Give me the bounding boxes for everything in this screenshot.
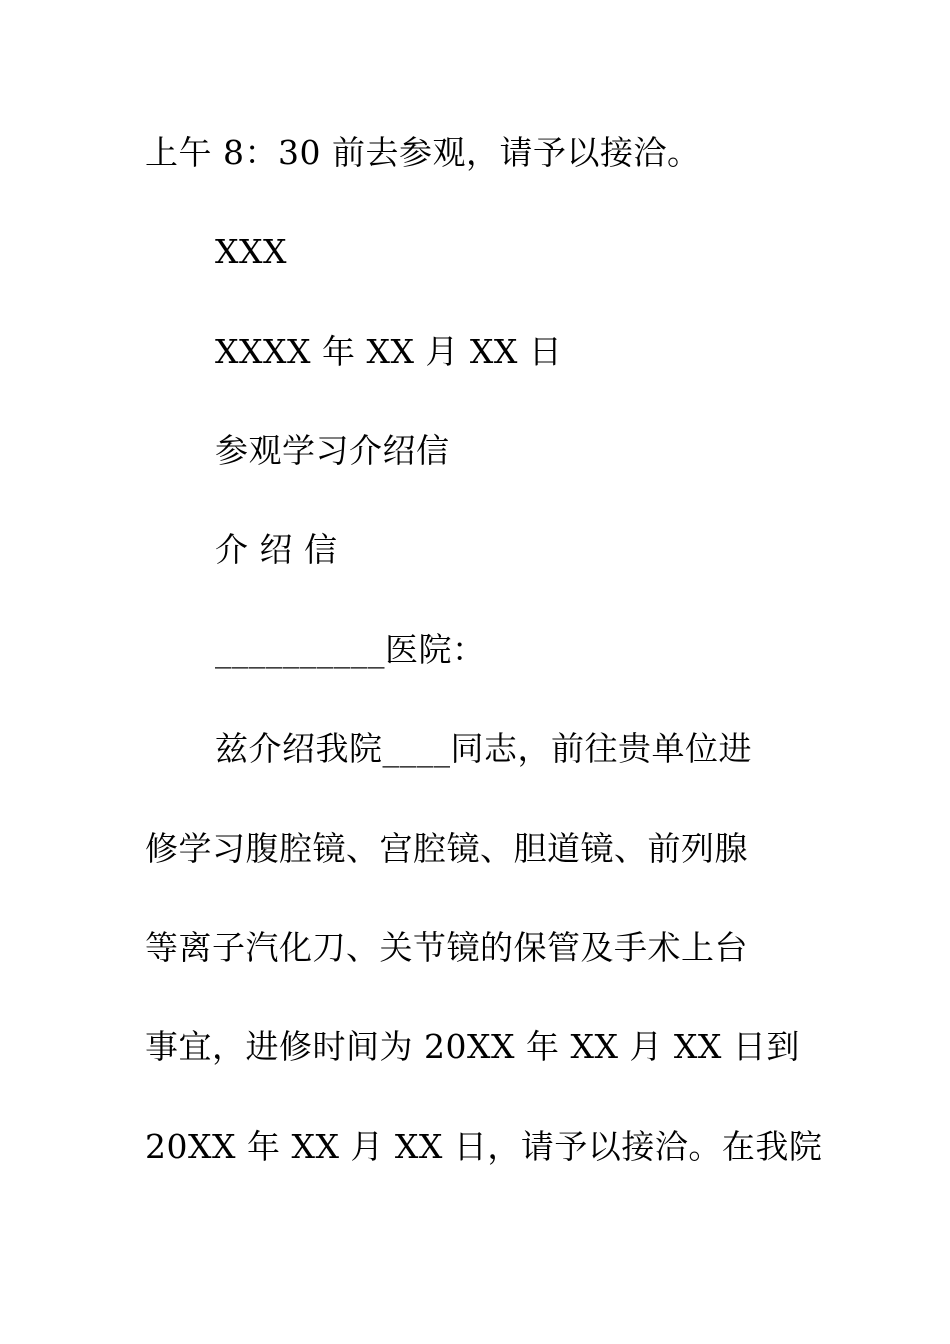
body-line-4: 事宜，进修时间为 20XX 年 XX 月 XX 日到 bbox=[145, 1027, 800, 1066]
text-line-sender: XXX bbox=[215, 232, 287, 271]
text-line-date: XXXX 年 XX 月 XX 日 bbox=[215, 332, 563, 371]
section-heading: 参观学习介绍信 bbox=[215, 431, 450, 470]
body-line-3: 等离子汽化刀、关节镜的保管及手术上台 bbox=[145, 928, 748, 967]
body-line-5: 20XX 年 XX 月 XX 日，请予以接洽。在我院 bbox=[145, 1127, 823, 1166]
body-line-2: 修学习腹腔镜、宫腔镜、胆道镜、前列腺 bbox=[145, 829, 748, 868]
recipient-line: __________医院： bbox=[215, 630, 486, 669]
letter-title: 介 绍 信 bbox=[215, 530, 338, 569]
body-line-1: 兹介绍我院____同志，前往贵单位进 bbox=[215, 729, 752, 768]
text-line-visit-time: 上午 8：30 前去参观，请予以接洽。 bbox=[145, 133, 701, 172]
